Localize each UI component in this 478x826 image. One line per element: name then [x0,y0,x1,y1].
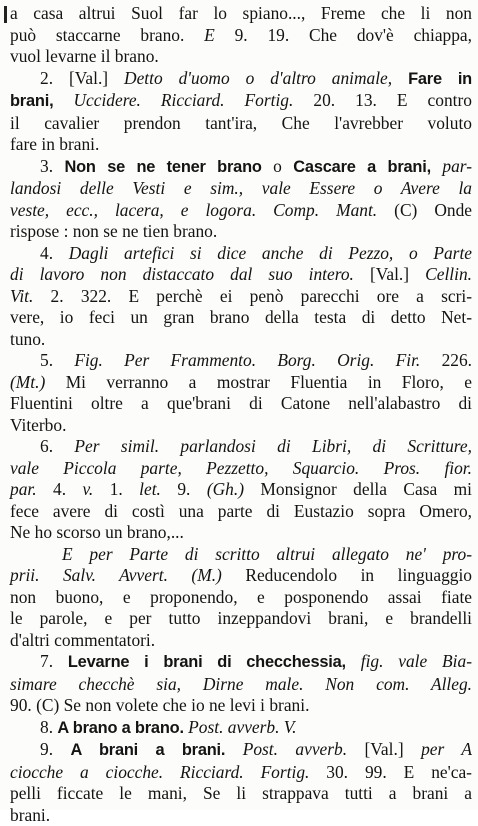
text-run: 4. [40,243,69,263]
text-run [346,651,361,671]
italic-run: per A [421,739,472,759]
text-run: fare in brani. [10,134,99,154]
text-line [10,372,472,394]
text-line [10,134,472,156]
text-line [10,565,472,587]
entry-4-start [10,243,472,265]
text-run: vuol levarne il brano. [10,46,159,66]
text-line [10,286,472,308]
text-line [10,415,472,437]
text-run: Viterbo. [10,415,66,435]
italic-run: Fig. Per Frammento. Borg. Orig. Fir. [74,350,420,370]
text-run [431,156,442,176]
text-line [10,674,472,696]
dictionary-column [10,3,472,826]
italic-run: (Mt.) [10,372,45,392]
entry-7-start [10,651,472,674]
text-run: 20. 13. E contro [293,90,472,110]
text-run: pelli ficcate le mani, Se li strappava tutti a brani a [10,783,472,803]
text-run: il cavalier prendon tant'ira, Che l'avrebber voluto [10,113,472,133]
text-run: (C) Onde [377,200,472,220]
text-line [10,479,472,501]
bold-headword: Cascare a brani, [293,158,431,176]
text-run: Reducendolo in linguaggio [222,565,472,585]
text-run: le parole, e per tutto inzeppandovi brani, e brandelli [10,608,472,628]
text-line [10,178,472,200]
text-line [10,587,472,609]
text-run: rispose : non se ne tien brano. [10,221,217,241]
text-run: [Val.] [354,264,425,284]
italic-run: par- [442,156,472,176]
text-line [10,783,472,805]
text-run: o [262,156,294,176]
text-run: 5. [40,350,74,370]
text-run: 4. [37,479,83,499]
italic-run: Per simil. parlandosi di Libri, di Scritture, [74,436,472,456]
italic-run: Post. avverb. V. [188,717,296,737]
italic-run: let. [139,479,161,499]
text-run: Fluentini oltre a que'brani di Catone nell'alabastro di [10,393,472,413]
text-run: a casa altrui Suol far lo spiano..., Freme che li non [10,3,472,23]
bold-headword: A brani a brani. [70,741,225,759]
text-line [10,630,472,652]
text-line [10,522,472,544]
italic-run: E per Parte di scritto altrui allegato ne' pro- [62,544,472,564]
text-run: 3. [40,156,64,176]
entry-5-start [10,350,472,372]
bold-headword: Non se ne tener brano [64,158,261,176]
text-run: 2. 322. E perchè ei penò parecchi ore a scri- [33,286,472,306]
text-run: Ne ho scorso un brano,... [10,522,184,542]
text-run: 30. 99. E ne'ca- [309,762,472,782]
text-run: d'altri commentatori. [10,630,155,650]
text-line [10,501,472,523]
text-run: vere, io feci un gran brano della testa di detto Net- [10,307,472,327]
text-run: [Val.] [347,739,421,759]
entry-8-start [10,717,472,740]
text-line [10,90,472,113]
text-run: 9. [40,739,70,759]
entry-3-start [10,156,472,179]
italic-run: v. [82,479,93,499]
italic-run: prii. Salv. Avvert. (M.) [10,565,222,585]
column-marker [4,6,7,23]
text-line [10,762,472,784]
text-line [10,695,472,717]
text-run [225,739,242,759]
italic-run: E [204,25,215,45]
text-line [10,458,472,480]
text-run: 7. [40,651,68,671]
text-run: Monsignor della Casa mi [244,479,472,499]
italic-run: fig. vale Bia- [361,651,472,671]
text-run: può staccarne brano. [10,25,204,45]
text-line [10,113,472,135]
bold-headword: brani, [10,92,53,110]
bold-headword: A brano a brano. [57,719,183,737]
text-run: 1. [93,479,139,499]
text-line [10,200,472,222]
text-run: 6. [40,436,74,456]
text-run [392,68,408,88]
italic-run: ciocche a ciocche. Ricciard. Fortig. [10,762,309,782]
italic-run: par. [10,479,37,499]
text-line [10,393,472,415]
text-run: 9. 19. Che dov'è chiappa, [215,25,472,45]
text-run: Mi verranno a mostrar Fluentia in Floro, e [45,372,472,392]
italic-run: Detto d'uomo o d'altro animale, [124,68,392,88]
text-line [10,3,472,25]
text-run: 8. [40,717,57,737]
text-line [10,25,472,47]
italic-run: Cellin. [425,264,472,284]
text-line [10,221,472,243]
text-run: non buono, e proponendo, e posponendo assai fiate [10,587,472,607]
text-line [10,264,472,286]
text-run: 9. [161,479,207,499]
text-line [10,329,472,351]
italic-run: veste, ecc., lacera, e logora. Comp. Mant. [10,200,377,220]
text-line [10,608,472,630]
italic-run: Vit. [10,286,33,306]
italic-run: vale Piccola parte, Pezzetto, Squarcio. Pros. fior. [10,458,472,478]
text-run: tuno. [10,329,45,349]
italic-run: (Gh.) [207,479,244,499]
bold-headword: Levarne i brani di checchessia, [68,653,346,671]
entry-2-start [10,68,472,91]
entry-6-start [10,436,472,458]
italic-run: Post. avverb. [243,739,347,759]
text-run: 226. [420,350,472,370]
text-line [10,805,472,826]
entry-6-sub-start [10,544,472,566]
italic-run: Dagli artefici si dice anche di Pezzo, o Parte [69,243,472,263]
text-run: fece avere di costì una parte di Eustazio sopra Omero, [10,501,472,521]
italic-run: Uccidere. Ricciard. Fortig. [73,90,293,110]
italic-run: di lavoro non distaccato dal suo intero. [10,264,354,284]
text-run: 2. [Val.] [40,68,124,88]
italic-run: simare checchè sia, Dirne male. Non com. Alleg. [10,674,472,694]
text-line [10,46,472,68]
entry-9-start [10,739,472,762]
text-run: 90. (C) Se non volete che io ne levi i brani. [10,695,309,715]
italic-run: landosi delle Vesti e sim., vale Essere o Avere la [10,178,472,198]
text-run: brani. [10,805,50,825]
text-run [53,90,73,110]
text-line [10,307,472,329]
bold-headword: Fare in [408,70,472,88]
